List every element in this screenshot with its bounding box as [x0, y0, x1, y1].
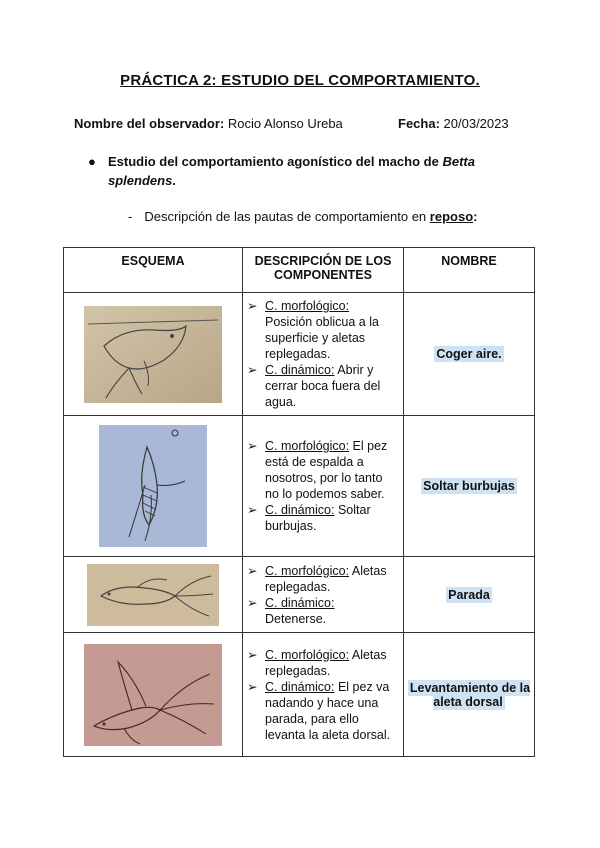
dyn-label: C. dinámico: — [265, 503, 335, 517]
observer-value: Rocio Alonso Ureba — [227, 116, 343, 131]
behavior-name: Soltar burbujas — [423, 479, 515, 493]
arrow-icon: ➢ — [247, 439, 258, 453]
description-cell — [243, 416, 404, 557]
fish-sketch-bubbles-image — [99, 425, 207, 547]
morph-text: Aletas replegadas. — [265, 563, 387, 594]
dyn-item — [247, 362, 397, 410]
dash-icon: - — [128, 209, 133, 224]
arrow-icon: ➢ — [247, 563, 258, 578]
table-header-row — [64, 248, 535, 293]
table-row — [64, 293, 535, 416]
subitem-highlight: reposo — [429, 209, 474, 224]
header-descripcion: DESCRIPCIÓN DE LOS COMPONENTES — [243, 248, 404, 293]
arrow-icon: ➢ — [247, 647, 258, 662]
header-esquema: ESQUEMA — [64, 248, 243, 293]
description-list — [247, 298, 397, 410]
dyn-text: Abrir y cerrar boca fuera del agua. — [265, 363, 381, 409]
sketch-cell — [64, 633, 243, 757]
name-cell — [404, 557, 535, 633]
date-label: Fecha: — [398, 116, 440, 131]
behavior-name: Levantamiento de la aleta dorsal — [409, 680, 531, 709]
arrow-icon: ➢ — [247, 503, 258, 517]
morph-label: C. morfológico: — [265, 299, 350, 313]
behavior-name: Coger aire. — [436, 347, 502, 361]
table-row — [64, 416, 535, 557]
fish-sketch-stop-image — [87, 564, 219, 626]
dyn-item — [247, 502, 397, 534]
date-value: 20/03/2023 — [443, 116, 509, 131]
name-cell — [404, 416, 535, 557]
name-cell — [404, 633, 535, 757]
fish-sketch-dorsal-image — [84, 644, 222, 746]
arrow-icon: ➢ — [247, 595, 258, 610]
header-nombre: NOMBRE — [404, 248, 535, 293]
morph-label: C. morfológico: — [265, 647, 350, 662]
morph-text: Posición oblicua a la superficie y aletas replegadas. — [265, 315, 379, 361]
description-cell — [243, 293, 404, 416]
description-cell — [243, 633, 404, 757]
subitem-line — [128, 209, 477, 224]
name-cell — [404, 293, 535, 416]
page-title: PRÁCTICA 2: ESTUDIO DEL COMPORTAMIENTO. — [120, 72, 480, 89]
morph-label: C. morfológico: — [265, 563, 350, 578]
sketch-cell — [64, 557, 243, 633]
morph-item — [247, 647, 397, 679]
table-row — [64, 633, 535, 757]
subitem-end: : — [473, 209, 478, 224]
bullet-text: Estudio del comportamiento agonístico del macho de — [108, 154, 439, 169]
observer-line — [74, 116, 343, 131]
description-list — [247, 647, 397, 743]
sketch-cell — [64, 293, 243, 416]
dyn-text: Detenerse. — [265, 611, 327, 626]
description-list — [247, 563, 397, 627]
morph-text: Aletas replegadas. — [265, 647, 387, 678]
dyn-label: C. dinámico: — [265, 595, 335, 610]
dyn-text: Soltar burbujas. — [265, 503, 371, 533]
behavior-table — [63, 247, 535, 757]
description-list — [247, 438, 397, 534]
bullet-icon: ● — [88, 154, 96, 169]
dyn-label: C. dinámico: — [265, 679, 335, 694]
date-line — [398, 116, 509, 131]
morph-item — [247, 298, 397, 362]
morph-item — [247, 563, 397, 595]
morph-label: C. morfológico: — [265, 439, 350, 453]
subitem-text: Descripción de las pautas de comportamiento en — [144, 209, 427, 224]
species-name: Betta splendens — [108, 154, 475, 188]
dyn-item — [247, 595, 397, 627]
dyn-item — [247, 679, 397, 743]
sketch-cell — [64, 416, 243, 557]
observer-label: Nombre del observador: — [74, 116, 225, 131]
table-row — [64, 557, 535, 633]
morph-item — [247, 438, 397, 502]
dyn-text: El pez va nadando y hace una parada, para ello levanta la aleta dorsal. — [265, 679, 391, 742]
bullet-text-wrap — [108, 152, 538, 190]
behavior-name: Parada — [448, 587, 490, 602]
study-bullet — [88, 152, 538, 190]
morph-text: El pez está de espalda a nosotros, por lo tanto no lo podemos saber. — [265, 439, 388, 501]
arrow-icon: ➢ — [247, 679, 258, 694]
fish-sketch-air-image — [84, 306, 222, 403]
bullet-end: . — [172, 173, 176, 188]
description-cell — [243, 557, 404, 633]
arrow-icon: ➢ — [247, 299, 258, 313]
arrow-icon: ➢ — [247, 363, 258, 377]
dyn-label: C. dinámico: — [265, 363, 335, 377]
